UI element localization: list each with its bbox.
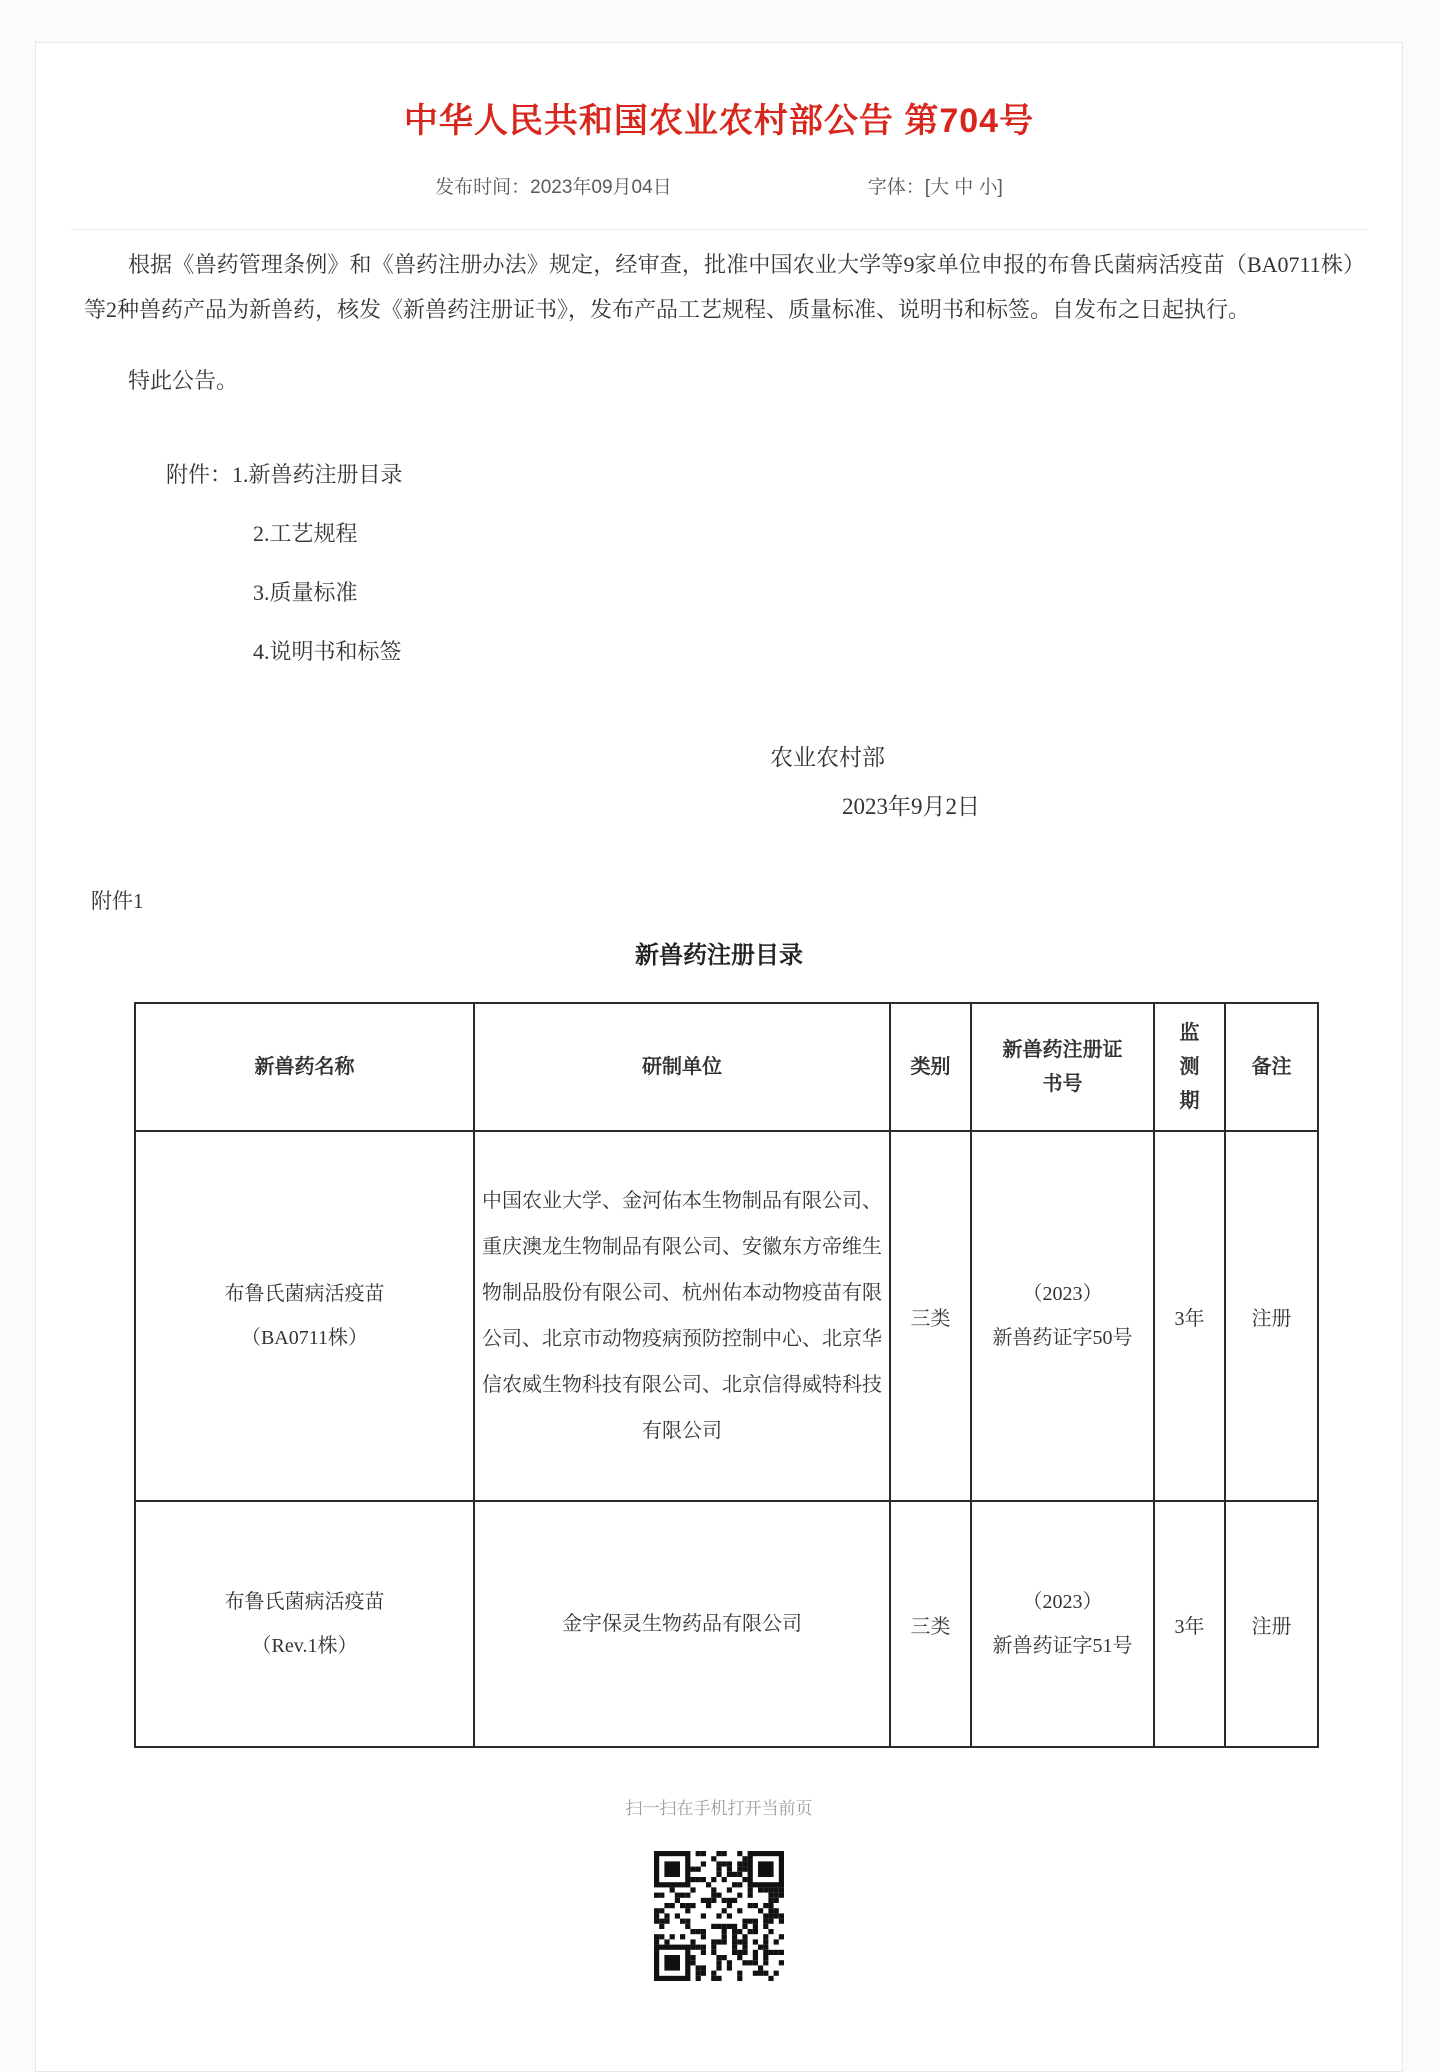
table-row xyxy=(135,1131,1318,1501)
attachment-item-4: 4.说明书和标签 xyxy=(253,639,402,664)
font-size-switcher[interactable]: 字体：[大 中 小] xyxy=(867,177,1003,198)
signature-block xyxy=(36,739,1402,821)
page-title: 中华人民共和国农业农村部公告 第704号 xyxy=(403,102,1035,140)
qr-code-image xyxy=(644,1841,794,1991)
header-drug-name: 新兽药名称 xyxy=(135,1003,474,1131)
registration-table xyxy=(134,1002,1319,1748)
publish-time-label: 发布时间：2023年09月04日 xyxy=(435,177,672,198)
cell-remark: 注册 xyxy=(1225,1131,1318,1501)
signature-org: 农业农村部 xyxy=(770,745,885,770)
announcement-body xyxy=(84,242,1354,403)
cell-category: 三类 xyxy=(890,1501,971,1747)
header-developer: 研制单位 xyxy=(474,1003,890,1131)
attachment-item-1: 附件：1.新兽药注册目录 xyxy=(166,462,403,487)
attachments-list xyxy=(36,445,1402,681)
cell-developer: 中国农业大学、金河佑本生物制品有限公司、重庆澳龙生物制品有限公司、安徽东方帝维生物制品股份有限公司、杭州佑本动物疫苗有限公司、北京市动物疫病预防控制中心、北京华信农威生物科技有限公司、北京信得威特科技有限公司 xyxy=(474,1131,890,1501)
cell-cert-number: （2023） 新兽药证字50号 xyxy=(971,1131,1154,1501)
cell-remark: 注册 xyxy=(1225,1501,1318,1747)
cell-drug-name: 布鲁氏菌病活疫苗 （BA0711株） xyxy=(135,1131,474,1501)
qr-caption: 扫一扫在手机打开当前页 xyxy=(625,1799,813,1818)
table-row xyxy=(135,1501,1318,1747)
cell-cert-number: （2023） 新兽药证字51号 xyxy=(971,1501,1154,1747)
body-paragraph: 根据《兽药管理条例》和《兽药注册办法》规定，经审查，批准中国农业大学等9家单位申报的布鲁氏菌病活疫苗（BA0711株）等2种兽药产品为新兽药，核发《新兽药注册证书》，发布产品工艺规程、质量标准、说明书和标签。自发布之日起执行。 xyxy=(84,252,1354,322)
attachment-item-2: 2.工艺规程 xyxy=(253,521,358,546)
header-remark: 备注 xyxy=(1225,1003,1318,1131)
attachment-item-3: 3.质量标准 xyxy=(253,580,358,605)
cell-drug-name: 布鲁氏菌病活疫苗 （Rev.1株） xyxy=(135,1501,474,1747)
cell-monitor-period: 3年 xyxy=(1154,1501,1225,1747)
qr-code xyxy=(644,1841,794,1991)
meta-row xyxy=(36,172,1402,199)
cell-developer: 金宇保灵生物药品有限公司 xyxy=(474,1501,890,1747)
header-category: 类别 xyxy=(890,1003,971,1131)
signature-date: 2023年9月2日 xyxy=(842,794,980,819)
announcement-page xyxy=(35,42,1403,2072)
table-title: 新兽药注册目录 xyxy=(635,943,803,969)
notice-line: 特此公告。 xyxy=(128,368,239,393)
header-cert-number: 新兽药注册证书号 xyxy=(971,1003,1154,1131)
cell-monitor-period: 3年 xyxy=(1154,1131,1225,1501)
header-monitor-period: 监测期 xyxy=(1154,1003,1225,1131)
cell-category: 三类 xyxy=(890,1131,971,1501)
header-divider xyxy=(70,229,1368,230)
table-header-row xyxy=(135,1003,1318,1131)
annex-label: 附件1 xyxy=(91,889,144,913)
